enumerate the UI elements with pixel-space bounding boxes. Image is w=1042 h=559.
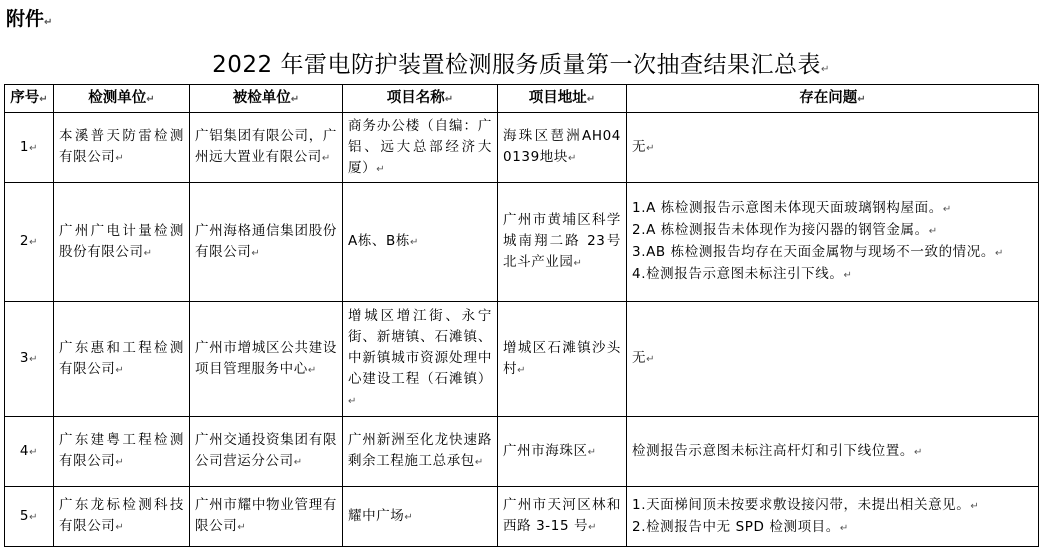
row-project: A栋、B栋↵ bbox=[343, 183, 498, 302]
row-inspector: 广东龙标检测科技有限公司↵ bbox=[54, 487, 190, 547]
row-no: 4↵ bbox=[5, 417, 54, 487]
table-row bbox=[5, 302, 1039, 417]
issue-item: 无↵ bbox=[632, 350, 656, 366]
table-row bbox=[5, 487, 1039, 547]
row-project: 广州新洲至化龙快速路剩余工程施工总承包↵ bbox=[343, 417, 498, 487]
row-inspected: 广铝集团有限公司，广州远大置业有限公司↵ bbox=[190, 113, 343, 183]
row-issues bbox=[627, 487, 1039, 547]
row-inspector: 广东惠和工程检测有限公司↵ bbox=[54, 302, 190, 417]
header-address: 项目地址↵ bbox=[498, 85, 627, 113]
row-issues bbox=[627, 302, 1039, 417]
results-table bbox=[4, 84, 1039, 547]
row-project: 增城区增江街、永宁街、新塘镇、石滩镇、中新镇城市资源处理中心建设工程（石滩镇）↵ bbox=[343, 302, 498, 417]
row-inspector: 本溪普天防雷检测有限公司↵ bbox=[54, 113, 190, 183]
table-header-row bbox=[5, 85, 1039, 113]
row-address: 海珠区琶洲AH040139地块↵ bbox=[498, 113, 627, 183]
document-title: 2022 年雷电防护装置检测服务质量第一次抽查结果汇总表↵ bbox=[212, 52, 830, 78]
issue-item: 4.检测报告示意图未标注引下线。↵ bbox=[632, 266, 853, 282]
row-inspected: 广州市增城区公共建设项目管理服务中心↵ bbox=[190, 302, 343, 417]
row-inspected: 广州交通投资集团有限公司营运分公司↵ bbox=[190, 417, 343, 487]
header-inspected: 被检单位↵ bbox=[190, 85, 343, 113]
row-project: 商务办公楼（自编：广铝、远大总部经济大厦）↵ bbox=[343, 113, 498, 183]
row-inspector: 广东建粤工程检测有限公司↵ bbox=[54, 417, 190, 487]
row-no: 5↵ bbox=[5, 487, 54, 547]
issue-item: 2.检测报告中无 SPD 检测项目。↵ bbox=[632, 518, 849, 535]
row-issues bbox=[627, 183, 1039, 302]
header-inspector: 检测单位↵ bbox=[54, 85, 190, 113]
attachment-label: 附件↵ bbox=[6, 8, 53, 30]
row-no: 1↵ bbox=[5, 113, 54, 183]
header-issues: 存在问题↵ bbox=[627, 85, 1039, 113]
issue-item: 1.天面梯间顶未按要求敷设接闪带，未提出相关意见。↵ bbox=[632, 496, 980, 513]
table-row bbox=[5, 417, 1039, 487]
row-project: 耀中广场↵ bbox=[343, 487, 498, 547]
issue-item: 检测报告示意图未标注高杆灯和引下线位置。↵ bbox=[632, 442, 923, 459]
issue-item: 3.AB 栋检测报告均存在天面金属物与现场不一致的情况。↵ bbox=[632, 244, 1004, 260]
row-no: 2↵ bbox=[5, 183, 54, 302]
issue-item: 2.A 栋检测报告未体现作为接闪器的钢管金属。↵ bbox=[632, 222, 938, 238]
row-address: 增城区石滩镇沙头村↵ bbox=[498, 302, 627, 417]
issue-item: 1.A 栋检测报告示意图未体现天面玻璃钢构屋面。↵ bbox=[632, 200, 952, 216]
issue-item: 无↵ bbox=[632, 138, 656, 155]
row-address: 广州市黄埔区科学城南翔二路 23号北斗产业园↵ bbox=[498, 183, 627, 302]
row-address: 广州市海珠区↵ bbox=[498, 417, 627, 487]
table-row bbox=[5, 183, 1039, 302]
row-issues bbox=[627, 417, 1039, 487]
header-no: 序号↵ bbox=[5, 85, 54, 113]
row-inspected: 广州海格通信集团股份有限公司↵ bbox=[190, 183, 343, 302]
row-inspector: 广州广电计量检测股份有限公司↵ bbox=[54, 183, 190, 302]
header-project: 项目名称↵ bbox=[343, 85, 498, 113]
row-inspected: 广州市耀中物业管理有限公司↵ bbox=[190, 487, 343, 547]
row-no: 3↵ bbox=[5, 302, 54, 417]
row-address: 广州市天河区林和西路 3-15 号↵ bbox=[498, 487, 627, 547]
table-row bbox=[5, 113, 1039, 183]
row-issues bbox=[627, 113, 1039, 183]
